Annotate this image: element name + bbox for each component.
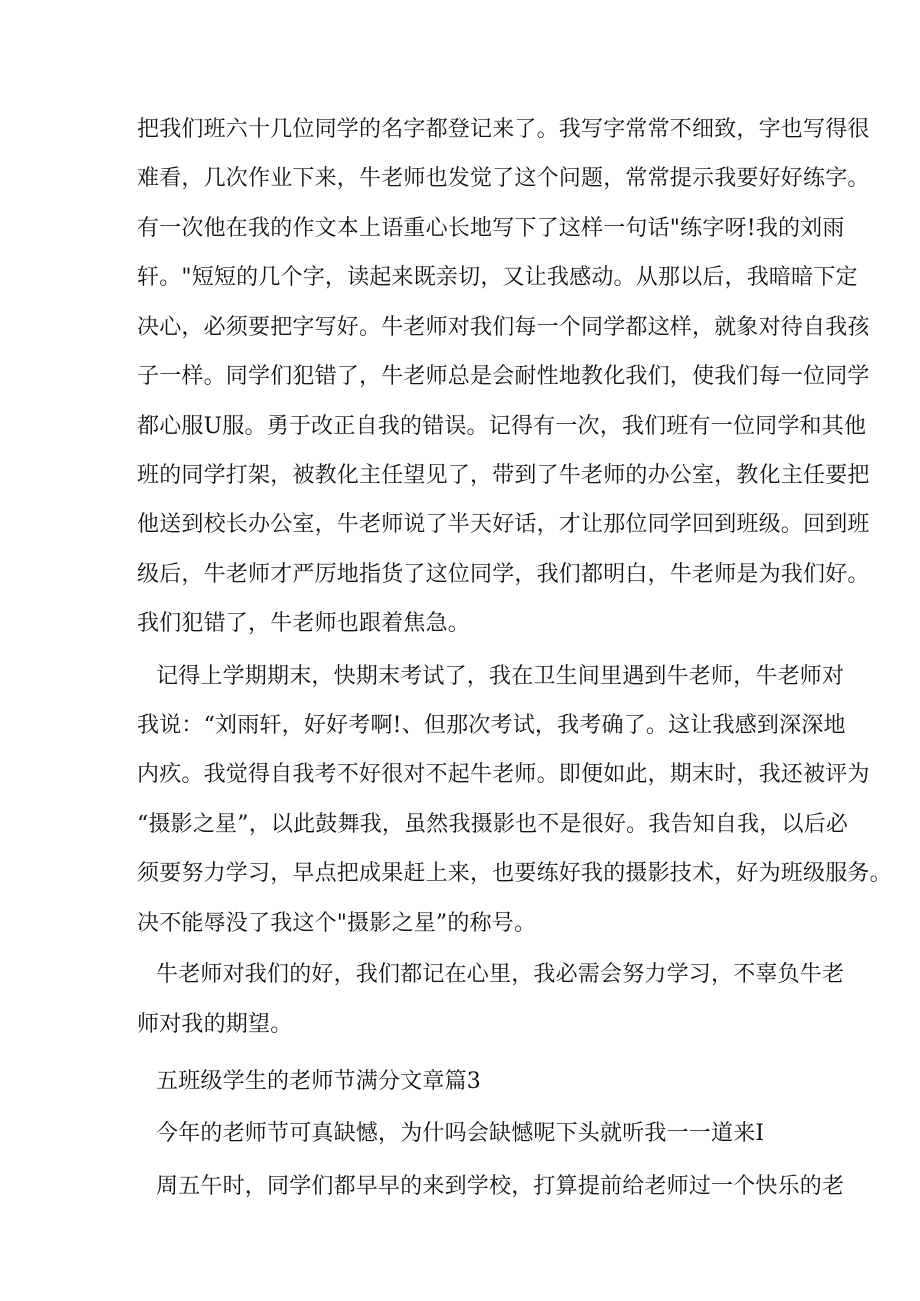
text-line: 我说：“刘雨轩，好好考啊!、但那次考试，我考确了。这让我感到深深地 — [137, 713, 846, 738]
text-line: 记得上学期期末，快期末考试了，我在卫生间里遇到牛老师，牛老师对 — [156, 664, 845, 689]
text-line: 级后，牛老师才严厉地指货了这位同学，我们都明白，牛老师是为我们好。 — [137, 562, 870, 587]
text-line: 周五午时，同学们都早早的来到学校，打算提前给老师过一个快乐的老 — [156, 1174, 845, 1199]
section-heading: 五班级学生的老师节满分文章篇3 — [156, 1069, 481, 1094]
text-line: 他送到校长办公室，牛老师说了半天好话，才让那位同学回到班级。回到班 — [137, 512, 870, 537]
text-line: 把我们班六十几位同学的名字都登记来了。我写字常常不细致，字也写得很 — [137, 117, 870, 142]
text-line: 班的同学打架，被教化主任望见了，带到了牛老师的办公室，教化主任要把 — [137, 463, 870, 488]
text-line: 决心，必须要把字写好。牛老师对我们每一个同学都这样，就象对待自我孩 — [137, 315, 870, 340]
text-line: 子一样。同学们犯错了，牛老师总是会耐性地教化我们，使我们每一位同学 — [137, 364, 870, 389]
text-line: 都心服U服。勇于改正自我的错误。记得有一次，我们班有一位同学和其他 — [137, 414, 867, 439]
text-line: 我们犯错了，牛老师也跟着焦急。 — [137, 611, 471, 636]
text-line: 有一次他在我的作文本上语重心长地写下了这样一句话"练字呀!我的刘雨 — [137, 216, 845, 241]
text-line: 决不能辱没了我这个"摄影之星”的称号。 — [137, 911, 537, 936]
text-line: 轩。"短短的几个字，读起来既亲切，又让我感动。从那以后，我暗暗下定 — [137, 265, 858, 290]
text-line: 须要努力学习，早点把成果赶上来，也要练好我的摄影技术，好为班级服务。 — [137, 861, 892, 886]
text-line: 牛老师对我们的好，我们都记在心里，我必需会努力学习，不辜负牛老 — [156, 962, 845, 987]
text-line: 今年的老师节可真缺憾，为什吗会缺憾呢下头就听我一一道来I — [156, 1121, 765, 1146]
text-line: 师对我的期望。 — [137, 1012, 293, 1037]
text-line: 难看，几次作业下来，牛老师也发觉了这个问题，常常提示我要好好练字。 — [137, 166, 870, 191]
text-line: 内疚。我觉得自我考不好很对不起牛老师。即便如此，期末时，我还被评为 — [137, 762, 870, 787]
text-line: “摄影之星”，以此鼓舞我，虽然我摄影也不是很好。我告知自我，以后必 — [137, 812, 849, 837]
